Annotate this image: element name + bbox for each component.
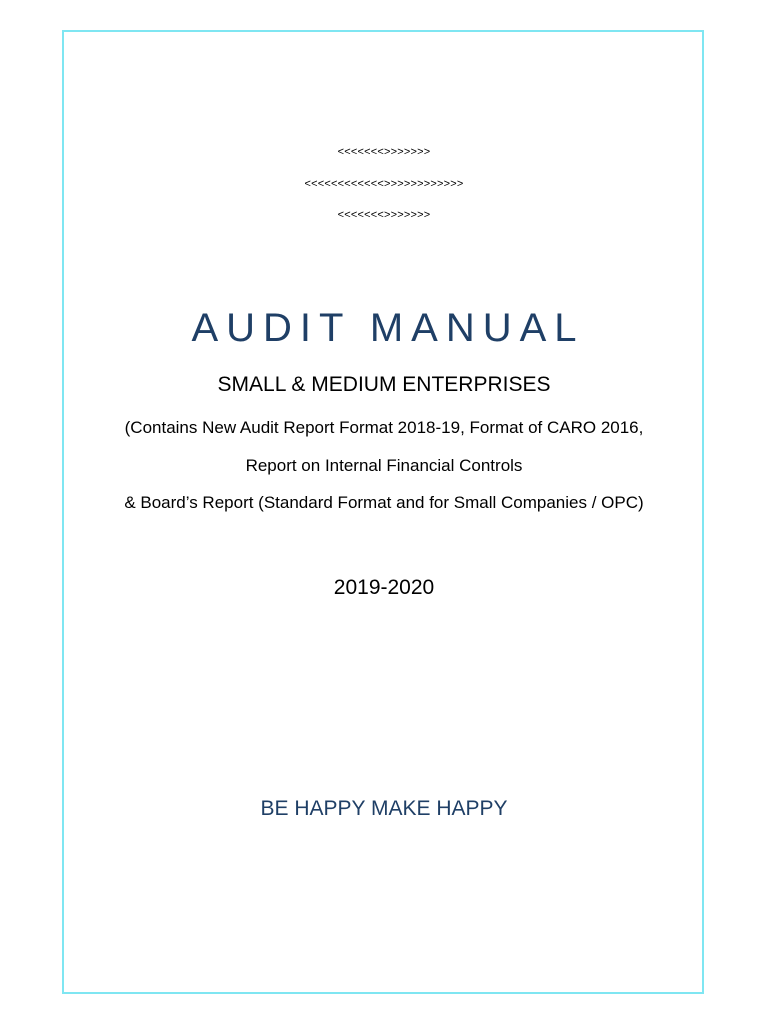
description-line-2: Report on Internal Financial Controls <box>245 456 523 475</box>
ornament-line-1: <<<<<<<>>>>>>> <box>337 146 431 158</box>
description-line-3: & Board’s Report (Standard Format and for Small Companies / OPC) <box>124 493 644 512</box>
edition-year: 2019-2020 <box>333 576 435 599</box>
document-subtitle: SMALL & MEDIUM ENTERPRISES <box>217 373 551 396</box>
document-title: AUDIT MANUAL <box>191 306 585 350</box>
ornament-line-3: <<<<<<<>>>>>>> <box>337 209 431 221</box>
slogan: BE HAPPY MAKE HAPPY <box>260 797 508 820</box>
ornament-line-2: <<<<<<<<<<<<>>>>>>>>>>>> <box>304 178 464 190</box>
description-line-1: (Contains New Audit Report Format 2018-19, Format of CARO 2016, <box>124 418 644 437</box>
